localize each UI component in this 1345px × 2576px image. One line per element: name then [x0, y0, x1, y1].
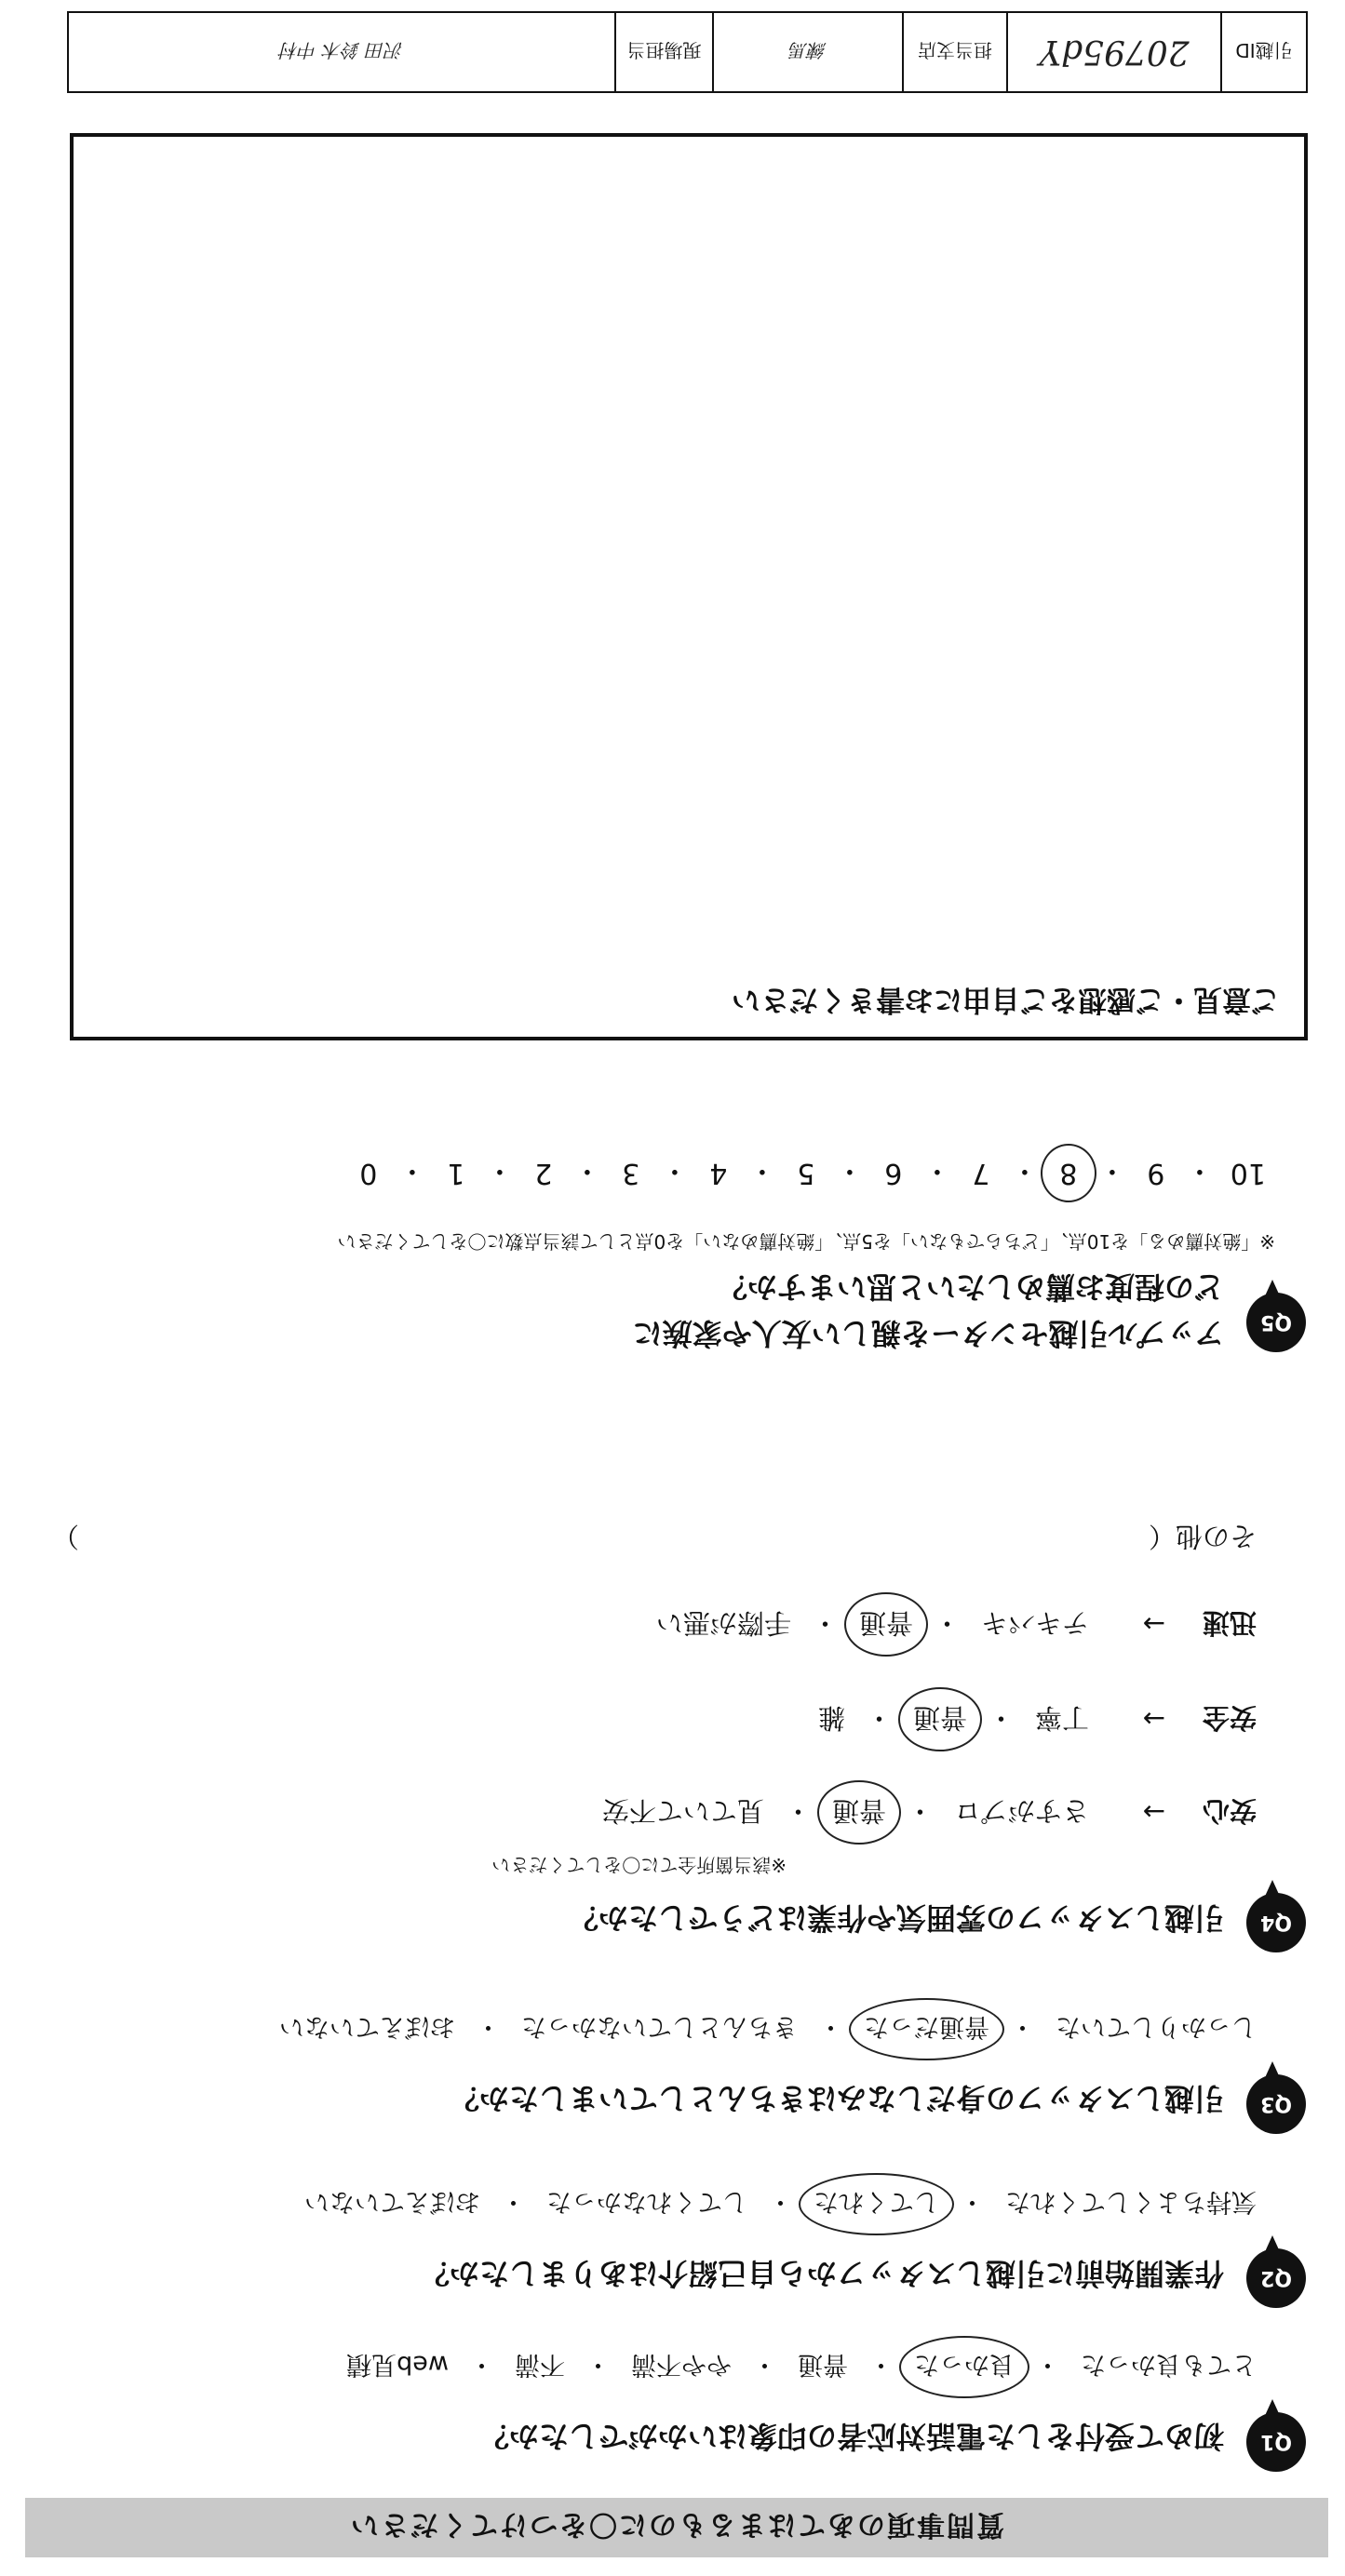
q1-option-somewhat-dissatisfied[interactable]: やや不満: [631, 2350, 732, 2379]
q4-row-safety: 安全 → 丁寧 ・ 普通 ・ 雑: [818, 1700, 1257, 1738]
score-0[interactable]: 0: [359, 1157, 378, 1190]
score-9[interactable]: 9: [1147, 1157, 1165, 1190]
q4-note: ※該当箇所全てに〇をしてください: [491, 1854, 787, 1876]
branch-label: 担当支店: [902, 13, 1006, 91]
q3-option-neat[interactable]: しっかりしていた: [1056, 2012, 1257, 2041]
q4-row-speed: 迅速 → テキパキ ・ 普通 ・ 手際が悪い: [656, 1605, 1257, 1644]
q3-badge: Q3: [1246, 2074, 1306, 2134]
q5-note: ※「絶対薦める」を10点、「どちらでもない」を5点、「絶対薦めない」を0点として該当点数に〇をしてください: [337, 1230, 1275, 1253]
q4-other-close: ）: [51, 1521, 79, 1552]
q2-option-pleasantly[interactable]: 気持ちよくしてくれた: [1005, 2187, 1257, 2216]
q2-options: 気持ちよくしてくれた ・ してくれた ・ してくれなかった ・ おぼえていない: [304, 2186, 1257, 2222]
q1-options: とても良かった ・ 良かった ・ 普通 ・ やや不満 ・ 不満 ・ web見積: [346, 2349, 1257, 2385]
q3-option-normal[interactable]: 普通だった: [864, 2011, 989, 2047]
q4-option-clumsy[interactable]: 手際が悪い: [655, 1607, 791, 1639]
q4-option-normal[interactable]: 普通: [913, 1700, 967, 1738]
q5-question-line2: どの程度お薦めしたいと思いますか？: [717, 1269, 1224, 1305]
score-1[interactable]: 1: [447, 1157, 465, 1190]
q4-other-label: その他（: [1148, 1521, 1257, 1552]
q4-option-efficient[interactable]: テキパキ: [980, 1607, 1089, 1639]
site-leader-value: 沢田 鈴木 中村: [279, 39, 404, 62]
move-id-label: 引越ID: [1220, 13, 1306, 91]
q4-question: 引越しスタッフの雰囲気や作業はどうでしたか？: [568, 1900, 1224, 1936]
instruction-text: 質問事項のあてはまるものに〇をつけてください: [349, 2508, 1004, 2541]
q3-question: 引越しスタッフの身だしなみはきちんとしていましたか？: [449, 2081, 1224, 2116]
comment-area[interactable]: [70, 133, 1308, 1040]
site-leader-label: 現場担当: [614, 13, 712, 91]
q4-option-rough[interactable]: 雑: [817, 1702, 845, 1734]
q4-row-reassurance: 安心 → さすがプロ ・ 普通 ・ 見ていて不安: [602, 1793, 1257, 1831]
q4-option-professional[interactable]: さすがプロ: [953, 1795, 1089, 1827]
q4-row-label: 安心: [1202, 1795, 1257, 1827]
q5-score-scale: 10 ・ 9 ・ 8 ・ 7 ・ 6 ・ 5 ・ 4 ・ 3 ・ 2 ・ 1 ・ 0: [356, 1153, 1266, 1194]
arrow-right-icon: →: [1142, 1608, 1166, 1641]
q5-badge: Q5: [1246, 1293, 1306, 1352]
score-2[interactable]: 2: [534, 1157, 553, 1190]
arrow-right-icon: →: [1142, 1703, 1166, 1736]
branch-value: 練馬: [712, 13, 902, 91]
q2-badge: Q2: [1246, 2248, 1306, 2308]
score-10[interactable]: 10: [1230, 1157, 1266, 1190]
score-6[interactable]: 6: [884, 1157, 903, 1190]
q4-option-worrying[interactable]: 見ていて不安: [601, 1795, 764, 1827]
q3-option-dont-remember[interactable]: おぼえていない: [279, 2012, 455, 2041]
q2-question: 作業開始前に引越しスタッフから自己紹介はありましたか？: [419, 2256, 1224, 2291]
move-id-value: 20795dY: [1006, 13, 1220, 91]
q3-option-not-neat[interactable]: きちんとしていなかった: [521, 2012, 798, 2041]
q4-row-other: [1149, 1519, 1257, 1557]
q4-badge: Q4: [1246, 1893, 1306, 1952]
q2-option-dont-remember[interactable]: おぼえていない: [304, 2187, 480, 2216]
staff-id-table: [67, 11, 1308, 93]
q2-option-yes[interactable]: してくれた: [814, 2186, 939, 2222]
comment-label: ご意見・ご感想をご自由にお書きください: [732, 983, 1280, 1016]
q4-option-careful[interactable]: 丁寧: [1034, 1702, 1089, 1734]
q4-option-normal[interactable]: 普通: [859, 1605, 913, 1644]
q1-option-very-good[interactable]: とても良かった: [1081, 2350, 1257, 2379]
q1-question: 初めて受付をした電話対応者の印象はいかがでしたか？: [478, 2419, 1224, 2454]
q2-option-no[interactable]: してくれなかった: [546, 2187, 747, 2216]
score-8[interactable]: 8: [1056, 1158, 1082, 1190]
arrow-right-icon: →: [1142, 1796, 1166, 1829]
q1-option-dissatisfied[interactable]: 不満: [515, 2350, 565, 2379]
score-7[interactable]: 7: [972, 1157, 990, 1190]
q4-option-normal[interactable]: 普通: [832, 1793, 886, 1831]
q4-row-label: 安全: [1202, 1702, 1257, 1734]
q3-options: しっかりしていた ・ 普通だった ・ きちんとしていなかった ・ おぼえていない: [279, 2011, 1257, 2047]
q1-badge: Q1: [1246, 2412, 1306, 2472]
q1-option-web-estimate[interactable]: web見積: [346, 2350, 449, 2379]
q1-option-normal[interactable]: 普通: [798, 2350, 848, 2379]
q5-question-line1: アップル引越センターを親しい友人や家族に: [632, 1316, 1224, 1351]
q1-option-good[interactable]: 良かった: [914, 2349, 1015, 2385]
score-4[interactable]: 4: [709, 1157, 728, 1190]
instruction-banner: [25, 2498, 1328, 2557]
q4-row-label: 迅速: [1202, 1607, 1257, 1639]
score-3[interactable]: 3: [622, 1157, 640, 1190]
score-5[interactable]: 5: [797, 1157, 815, 1190]
